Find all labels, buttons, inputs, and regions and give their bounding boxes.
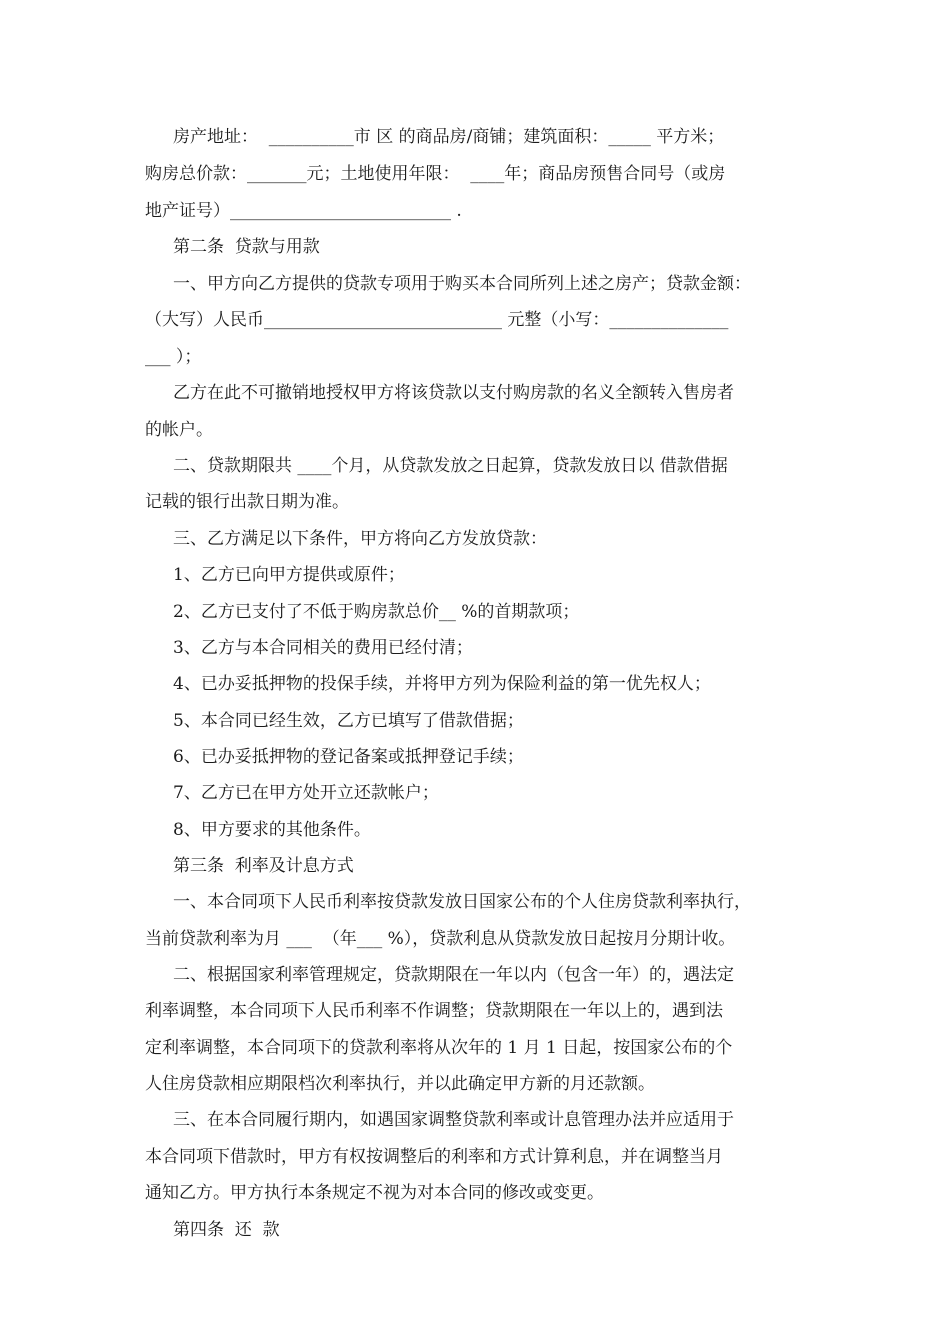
paragraph-line: 当前贷款利率为月 ___ （年___ %），贷款利息从贷款发放日起按月分期计收。: [145, 929, 736, 949]
paragraph-line: 二、根据国家利率管理规定，贷款期限在一年以内（包含一年）的，遇法定: [173, 965, 734, 985]
paragraph-line: 定利率调整，本合同项下的贷款利率将从次年的 1 月 1 日起，按国家公布的个: [145, 1038, 733, 1058]
condition-item: 6、已办妥抵押物的登记备案或抵押登记手续；: [173, 747, 524, 767]
paragraph-line: 的帐户。: [145, 420, 213, 440]
condition-item: 3、乙方与本合同相关的费用已经付清；: [173, 638, 473, 658]
certificate-number-line: 地产证号）__________________________ .: [145, 201, 462, 221]
condition-item: 7、乙方已在甲方处开立还款帐户；: [173, 783, 439, 803]
condition-item: 1、乙方已向甲方提供或原件；: [173, 565, 405, 585]
paragraph-line: 三、乙方满足以下条件，甲方将向乙方发放贷款：: [173, 529, 547, 549]
article-4-heading: 第四条 还 款: [173, 1220, 280, 1240]
paragraph-line: 人住房贷款相应期限档次利率执行，并以此确定甲方新的月还款额。: [145, 1074, 655, 1094]
property-address-line: 房产地址： __________市 区 的商品房/商铺；建筑面积：_____ 平方米；: [173, 127, 725, 147]
paragraph-line: 三、在本合同履行期内，如遇国家调整贷款利率或计息管理办法并应适用于: [173, 1110, 734, 1130]
article-3-heading: 第三条 利率及计息方式: [173, 856, 354, 876]
condition-item: 8、甲方要求的其他条件。: [173, 820, 371, 840]
paragraph-line: 一、本合同项下人民币利率按贷款发放日国家公布的个人住房贷款利率执行，: [173, 892, 751, 912]
paragraph-line: 本合同项下借款时，甲方有权按调整后的利率和方式计算利息，并在调整当月: [145, 1147, 723, 1167]
paragraph-line: 记载的银行出款日期为准。: [145, 492, 349, 512]
condition-item: 5、本合同已经生效，乙方已填写了借款借据；: [173, 711, 524, 731]
paragraph-line: （大写）人民币____________________________ 元整（小写：______________: [145, 310, 729, 330]
article-2-heading: 第二条 贷款与用款: [173, 237, 320, 257]
paragraph-line: ___ ）；: [145, 347, 202, 367]
paragraph-line: 利率调整，本合同项下人民币利率不作调整；贷款期限在一年以上的，遇到法: [145, 1001, 723, 1021]
paragraph-line: 一、甲方向乙方提供的贷款专项用于购买本合同所列上述之房产；贷款金额：: [173, 274, 751, 294]
condition-item: 2、乙方已支付了不低于购房款总价__ %的首期款项；: [173, 602, 580, 622]
condition-item: 4、已办妥抵押物的投保手续，并将甲方列为保险利益的第一优先权人；: [173, 674, 711, 694]
paragraph-line: 乙方在此不可撤销地授权甲方将该贷款以支付购房款的名义全额转入售房者: [173, 383, 734, 403]
paragraph-line: 通知乙方。甲方执行本条规定不视为对本合同的修改或变更。: [145, 1183, 604, 1203]
paragraph-line: 二、贷款期限共 ____个月，从贷款发放之日起算，贷款发放日以 借款借据: [173, 456, 728, 476]
purchase-price-line: 购房总价款：_______元；土地使用年限： ____年；商品房预售合同号（或房: [145, 164, 726, 184]
